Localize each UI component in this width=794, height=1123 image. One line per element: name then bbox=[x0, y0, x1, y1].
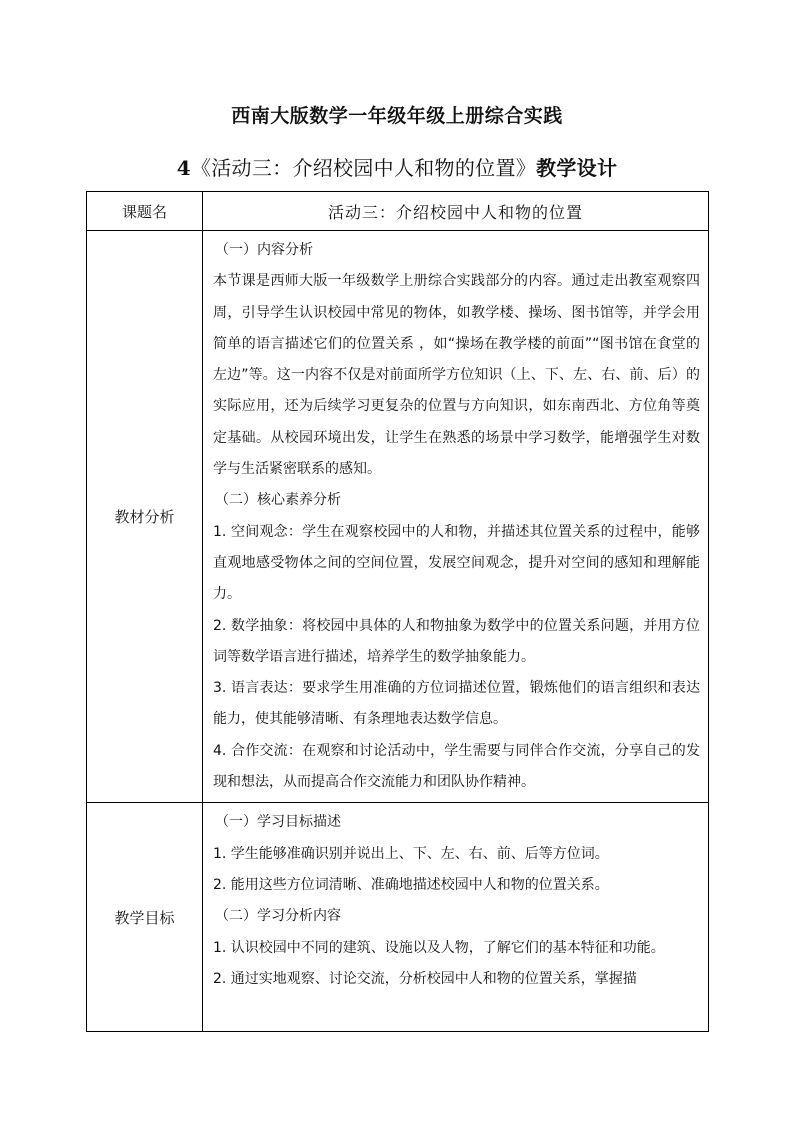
table-row bbox=[87, 192, 709, 231]
list-item: 2. 通过实地观察、讨论交流，分析校园中人和物的位置关系，掌握描 bbox=[213, 970, 637, 987]
section-heading: （二）学习分析内容 bbox=[215, 908, 341, 925]
section-heading: （一）内容分析 bbox=[215, 242, 313, 258]
subtitle-main: 《活动三：介绍校园中人和物的位置》 bbox=[190, 156, 537, 180]
material-analysis-cell bbox=[203, 231, 709, 803]
list-item: 2. 能用这些方位词清晰、准确地描述校园中人和物的位置关系。 bbox=[213, 876, 609, 893]
row-label-objectives: 教学目标 bbox=[87, 803, 203, 1032]
row-label-topic: 课题名 bbox=[87, 192, 203, 231]
table-row bbox=[87, 231, 709, 803]
topic-value: 活动三：介绍校园中人和物的位置 bbox=[203, 192, 709, 231]
document-subtitle bbox=[0, 152, 794, 181]
objectives-cell bbox=[203, 803, 709, 1032]
subtitle-number: 4 bbox=[176, 156, 191, 180]
list-item: 2. 数学抽象：将校园中具体的人和物抽象为数学中的位置关系问题，并用方位词等数学语言进行描述，培养学生的数学抽象能力。 bbox=[213, 617, 700, 665]
section-heading: （一）学习目标描述 bbox=[215, 814, 341, 831]
row-label-material: 教材分析 bbox=[87, 231, 203, 803]
list-item: 1. 认识校园中不同的建筑、设施以及人物，了解它们的基本特征和功能。 bbox=[213, 939, 665, 956]
list-item: 1. 空间观念：学生在观察校园中的人和物，并描述其位置关系的过程中，能够直观地感受物体之间的空间位置，发展空间观念，提升对空间的感知和理解能力。 bbox=[213, 523, 700, 603]
section-heading: （二）核心素养分析 bbox=[215, 492, 341, 509]
document-title: 西南大版数学一年级年级上册综合实践 bbox=[231, 105, 563, 127]
list-item: 3. 语言表达：要求学生用准确的方位词描述位置，锻炼他们的语言组织和表达能力，使其能够清晰、有条理地表达数学信息。 bbox=[213, 680, 700, 728]
list-item: 4. 合作交流：在观察和讨论活动中，学生需要与同伴合作交流，分享自己的发现和想法，从而提高合作交流能力和团队协作精神。 bbox=[213, 742, 700, 791]
paragraph: 本节课是西师大版一年级数学上册综合实践部分的内容。通过走出教室观察四周，引导学生认识校园中常见的物体，如教学楼、操场、图书馆等，并学会用简单的语言描述它们的位置关系 ，如“操场在教学楼的前面”“图书馆在食堂的左边”等。这一内容不仅是对前面所学方位知识（上、下、左、右、前、后）的实际应用，还为后续学习更复杂的位置与方向知识，如东南西北、方位角等奠定基础。从校园环境出发，让学生在熟悉的场景中学习数学，能增强学生对数学与生活紧密联系的感知。 bbox=[213, 273, 700, 478]
subtitle-tail: 教学设计 bbox=[536, 156, 618, 180]
list-item: 1. 学生能够准确识别并说出上、下、左、右、前、后等方位词。 bbox=[213, 845, 609, 862]
lesson-table bbox=[86, 191, 709, 1032]
table-row bbox=[87, 803, 709, 1032]
